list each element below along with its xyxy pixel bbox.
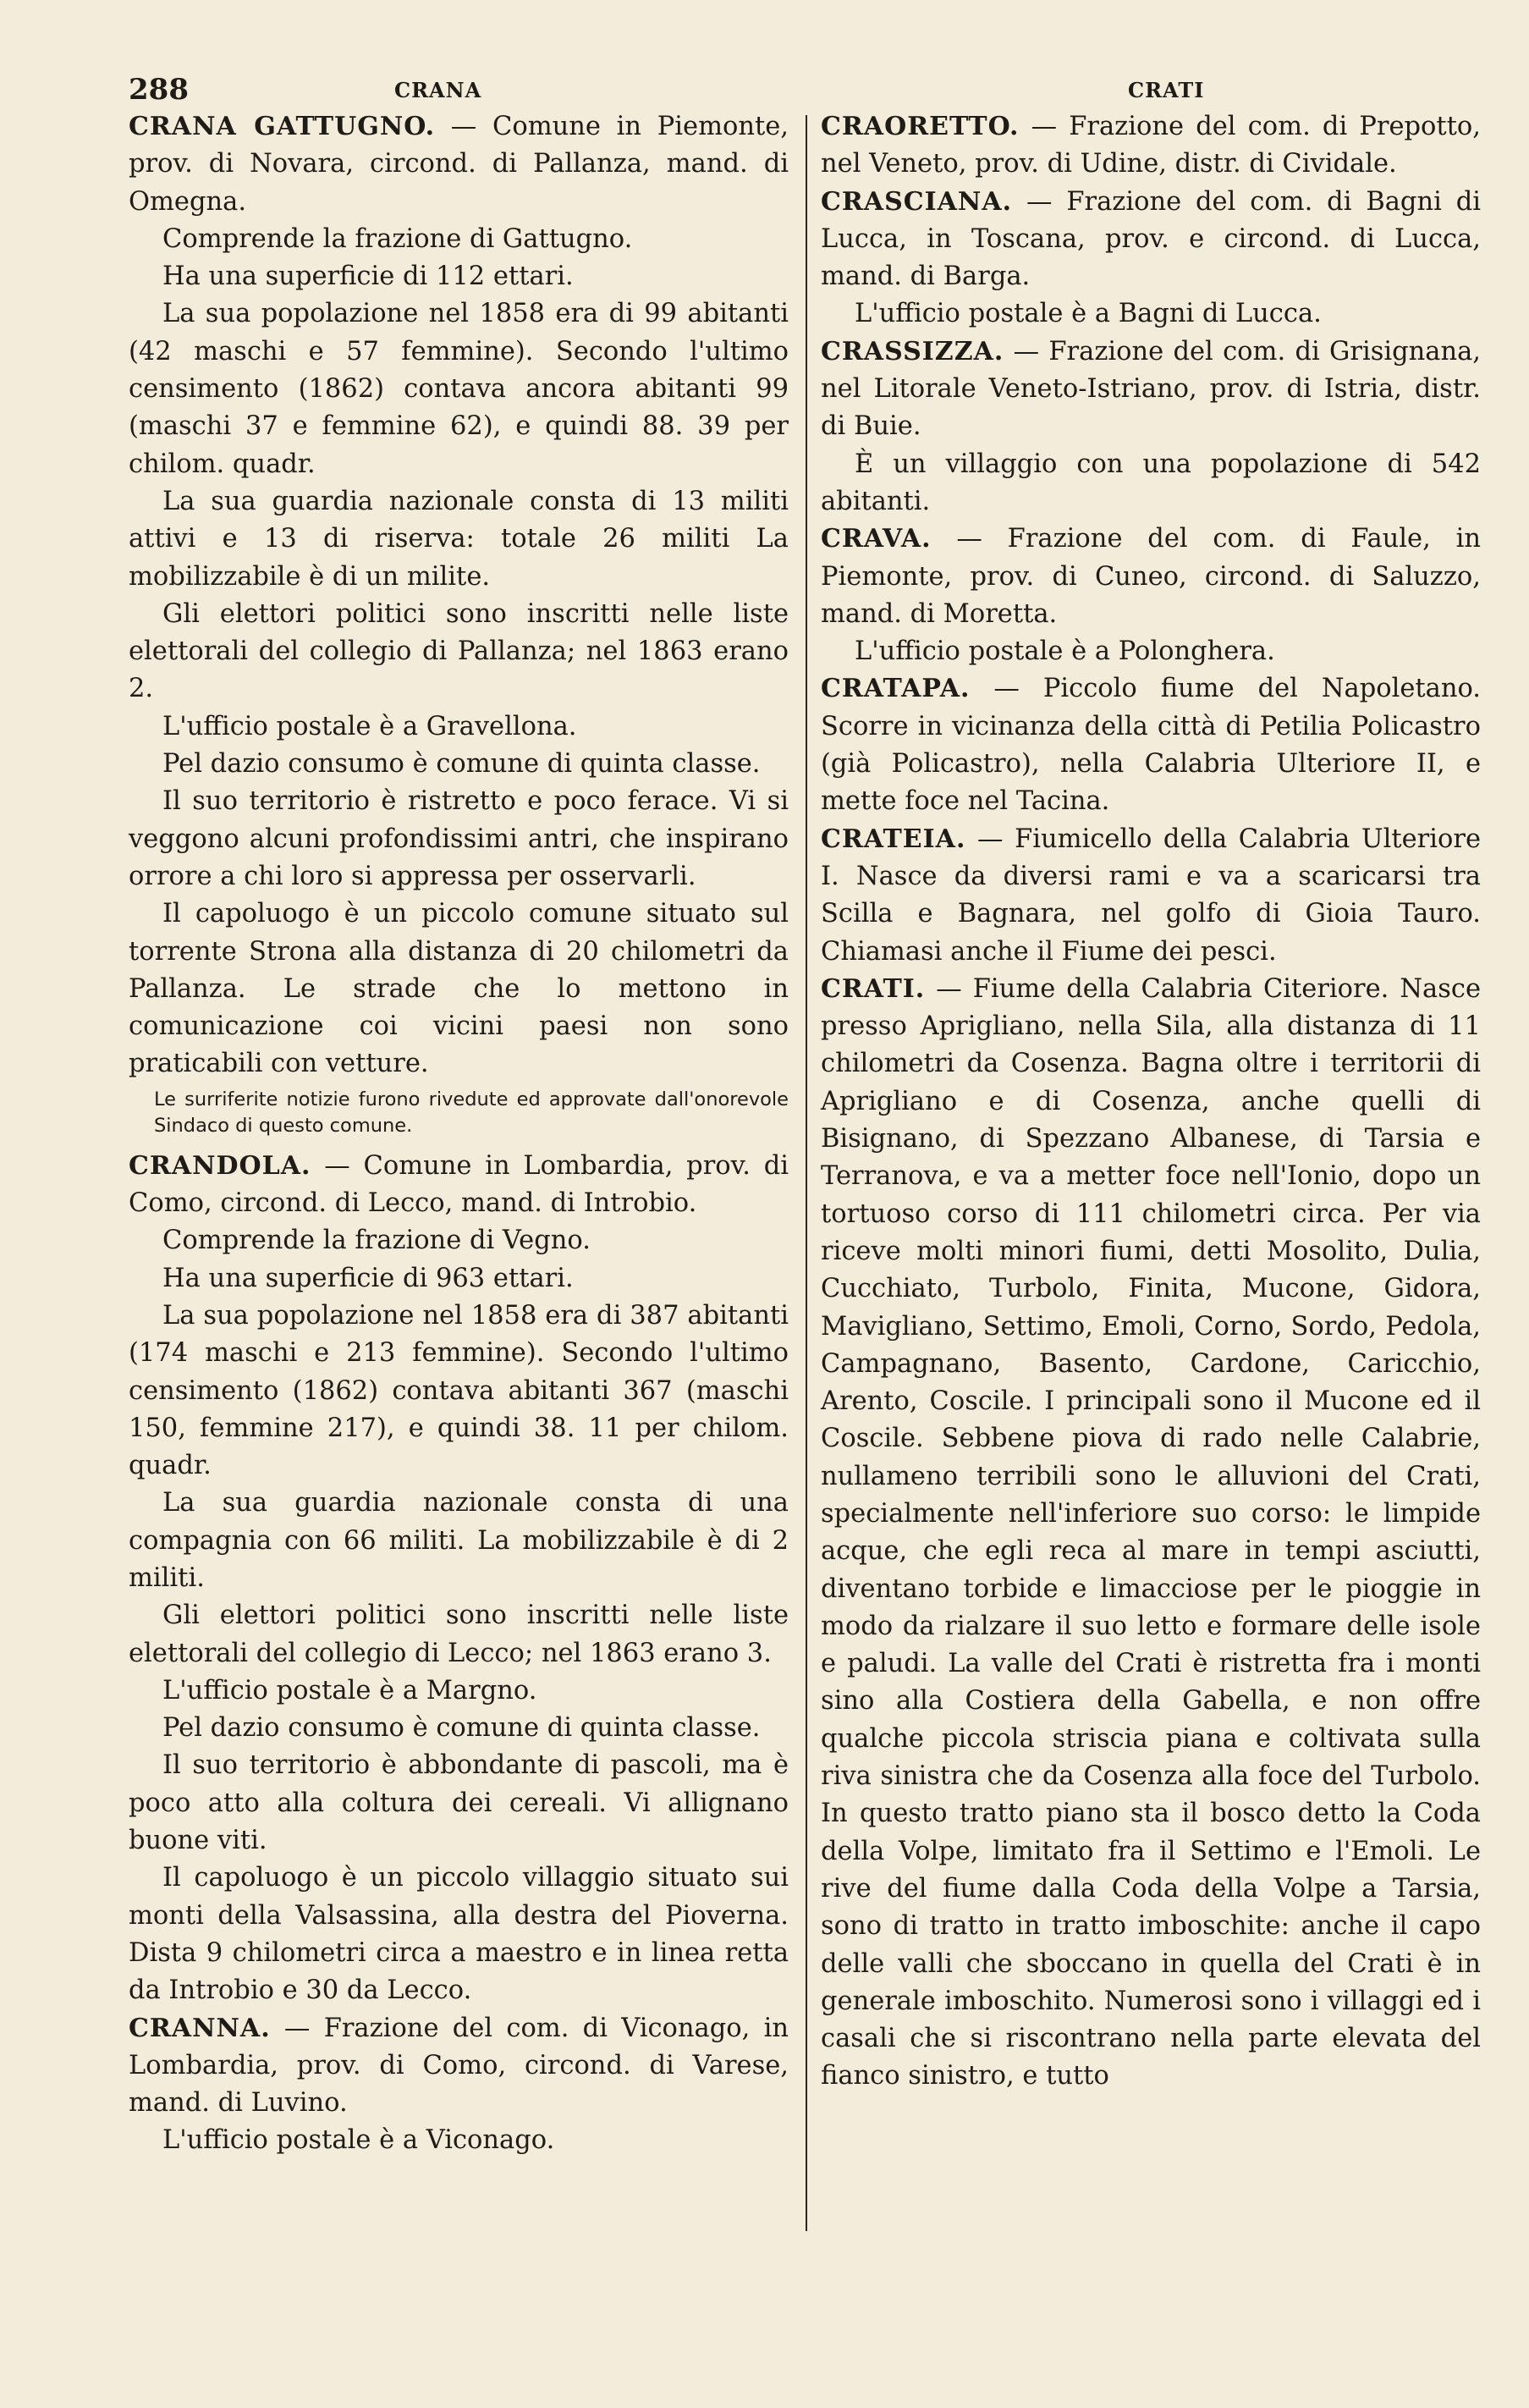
entry-paragraph (129, 2010, 789, 2123)
entry-text: — Fiume della Calabria Citeriore. Nasce presso Aprigliano, nella Sila, alla distanza di 11 chilometri da Cosenza. Bagna oltre i territorii di Aprigliano e di Cosenza, anche quelli di Bisignano, di Spezzano Albanese, di Tarsia e Terranova, e va a metter foce nell'Ionio, dopo un tortuoso corso di 111 chilometri circa. Per via riceve molti minori fiumi, detti Mosolito, Dulia, Cucchiato, Turbolo, Finita, Mucone, Gidora, Mavigliano, Settimo, Emoli, Corno, Sordo, Pedola, Campagnano, Basento, Cardone, Caricchio, Arento, Coscile. I principali sono il Mucone ed il Coscile. Sebbene piova di rado nelle Calabrie, nullameno terribili sono le alluvioni del Crati, specialmente nell'inferiore suo corso: le limpide acque, che egli reca al mare in tempi asciutti, diventano torbide e limacciose per le pioggie in modo da rialzare il suo letto e formare delle isole e paludi. La valle del Crati è ristretta fra i monti sino alla Costiera della Gabella, e non offre qualche piccola striscia piana e coltivata sulla riva sinistra che da Cosenza alla foce del Turbolo. In questo tratto piano sta il bosco detto la Coda della Volpe, limitato fra il Settimo e l'Emoli. Le rive del fiume dalla Coda della Volpe a Tarsia, sono di tratto in tratto imboschite: anche il capo delle valli che sboccano in quella del Crati è in generale imboschito. Numerosi sono i villaggi ed i casali che si riscontrano nella parte elevata del fianco sinistro, e tutto (821, 973, 1481, 2091)
entry-headword: CRATAPA. (821, 674, 971, 704)
entry-headword: CRASCIANA. (821, 186, 1013, 217)
entry-paragraph (821, 108, 1481, 184)
entry-paragraph (821, 821, 1481, 971)
left-column (129, 108, 789, 2160)
entry-paragraph (129, 108, 789, 221)
entry-headword: CRASSIZZA. (821, 336, 1004, 366)
entry-headword: CRANNA. (129, 2013, 271, 2043)
body-paragraph: La sua guardia nazionale consta di 13 militi attivi e 13 di riserva: totale 26 militi La mobilizzabile è di un milite. (129, 486, 789, 592)
entry-paragraph (821, 333, 1481, 446)
entry-text: — Comune in Lombardia, prov. di Como, circond. di Lecco, mand. di Introbio. (129, 1150, 789, 1219)
entry-paragraph (129, 1148, 789, 1223)
page-header (0, 73, 1529, 107)
entry-headword: CRANA GATTUGNO. (129, 112, 436, 141)
page-number: 288 (129, 73, 189, 107)
entry-paragraph (821, 184, 1481, 296)
entry-text: — Fiumicello della Calabria Ulteriore I. Nasce da diversi rami e va a scaricarsi tra Scilla e Bagnara, nel golfo di Gioia Tauro. Chiamasi anche il Fiume dei pesci. (821, 824, 1481, 967)
source-note: Le surriferite notizie furono rivedute ed approvate dall'onorevole Sindaco di questo comune. (154, 1088, 789, 1137)
body-paragraph: Il capoluogo è un piccolo villaggio situato sui monti della Valsassina, alla destra del Pioverna. Dista 9 chilometri circa a maestro e in linea retta da Introbio e 30 da Lecco. (129, 1863, 789, 2006)
body-paragraph: L'ufficio postale è a Polonghera. (855, 636, 1275, 667)
entry-text: — Frazione del com. di Faule, in Piemonte, prov. di Cuneo, circond. di Saluzzo, mand. di Moretta. (821, 524, 1481, 629)
body-paragraph: L'ufficio postale è a Margno. (162, 1675, 537, 1705)
body-paragraph: Il suo territorio è abbondante di pascoli, ma è poco atto alla coltura dei cereali. Vi allignano buone viti. (129, 1750, 789, 1856)
body-paragraph: Ha una superficie di 112 ettari. (162, 262, 574, 292)
body-paragraph: Ha una superficie di 963 ettari. (162, 1263, 574, 1293)
entry-text: — Frazione del com. di Grisignana, nel Litorale Veneto-Istriano, prov. di Istria, distr. di Buie. (821, 336, 1481, 442)
entry-text: — Piccolo fiume del Napoletano. Scorre in vicinanza della città di Petilia Policastro (già Policastro), nella Calabria Ulteriore II, e mette foce nel Tacina. (821, 674, 1481, 817)
body-paragraph: Il suo territorio è ristretto e poco ferace. Vi si veggono alcuni profondissimi antri, che inspirano orrore a chi loro si appressa per osservarli. (129, 786, 789, 891)
column-divider (806, 115, 807, 2231)
running-head-right: CRATI (1128, 78, 1205, 102)
entry-text: — Frazione del com. di Bagni di Lucca, in Toscana, prov. e circond. di Lucca, mand. di Barga. (821, 186, 1481, 292)
body-paragraph: È un villaggio con una popolazione di 542 abitanti. (821, 449, 1481, 516)
body-paragraph: L'ufficio postale è a Bagni di Lucca. (855, 299, 1322, 329)
body-paragraph: L'ufficio postale è a Viconago. (162, 2125, 555, 2156)
body-paragraph: Comprende la frazione di Vegno. (162, 1226, 591, 1256)
running-head-left: CRANA (394, 78, 482, 102)
body-paragraph: La sua popolazione nel 1858 era di 99 abitanti (42 maschi e 57 femmine). Secondo l'ultimo censimento (1862) contava ancora abitanti 99 (maschi 37 e femmine 62), e quindi 88. 39 per chilom. quadr. (129, 299, 789, 479)
entry-text: — Frazione del com. di Viconago, in Lombardia, prov. di Como, circond. di Varese, mand. di Luvino. (129, 2013, 789, 2119)
body-paragraph: Gli elettori politici sono inscritti nelle liste elettorali del collegio di Pallanza; nel 1863 erano 2. (129, 598, 789, 704)
entry-headword: CRAORETTO. (821, 112, 1020, 141)
entry-headword: CRANDOLA. (129, 1150, 311, 1181)
right-column (821, 108, 1481, 2096)
entry-text: — Frazione del com. di Prepotto, nel Veneto, prov. di Udine, distr. di Cividale. (821, 112, 1481, 179)
entry-paragraph (821, 670, 1481, 820)
body-paragraph: Comprende la frazione di Gattugno. (162, 223, 633, 254)
entry-headword: CRAVA. (821, 524, 932, 554)
entry-headword: CRATI. (821, 973, 926, 1004)
body-paragraph: Pel dazio consumo è comune di quinta classe. (162, 749, 761, 780)
body-paragraph: Pel dazio consumo è comune di quinta classe. (162, 1713, 761, 1744)
entry-text: — Comune in Piemonte, prov. di Novara, circond. di Pallanza, mand. di Omegna. (129, 112, 789, 217)
body-paragraph: Il capoluogo è un piccolo comune situato sul torrente Strona alla distanza di 20 chilometri da Pallanza. Le strade che lo mettono in comunicazione coi vicini paesi non sono praticabili con vetture. (129, 899, 789, 1079)
entry-headword: CRATEIA. (821, 824, 966, 854)
body-paragraph: Gli elettori politici sono inscritti nelle liste elettorali del collegio di Lecco; nel 1863 erano 3. (129, 1601, 789, 1668)
body-paragraph: L'ufficio postale è a Gravellona. (162, 711, 577, 741)
entry-paragraph (821, 971, 1481, 2096)
body-paragraph: La sua guardia nazionale consta di una compagnia con 66 militi. La mobilizzabile è di 2 militi. (129, 1488, 789, 1593)
entry-paragraph (821, 521, 1481, 633)
body-paragraph: La sua popolazione nel 1858 era di 387 abitanti (174 maschi e 213 femmine). Secondo l'ultimo censimento (1862) contava abitanti 367 (maschi 150, femmine 217), e quindi 38. 11 per chilom. quadr. (129, 1300, 789, 1481)
